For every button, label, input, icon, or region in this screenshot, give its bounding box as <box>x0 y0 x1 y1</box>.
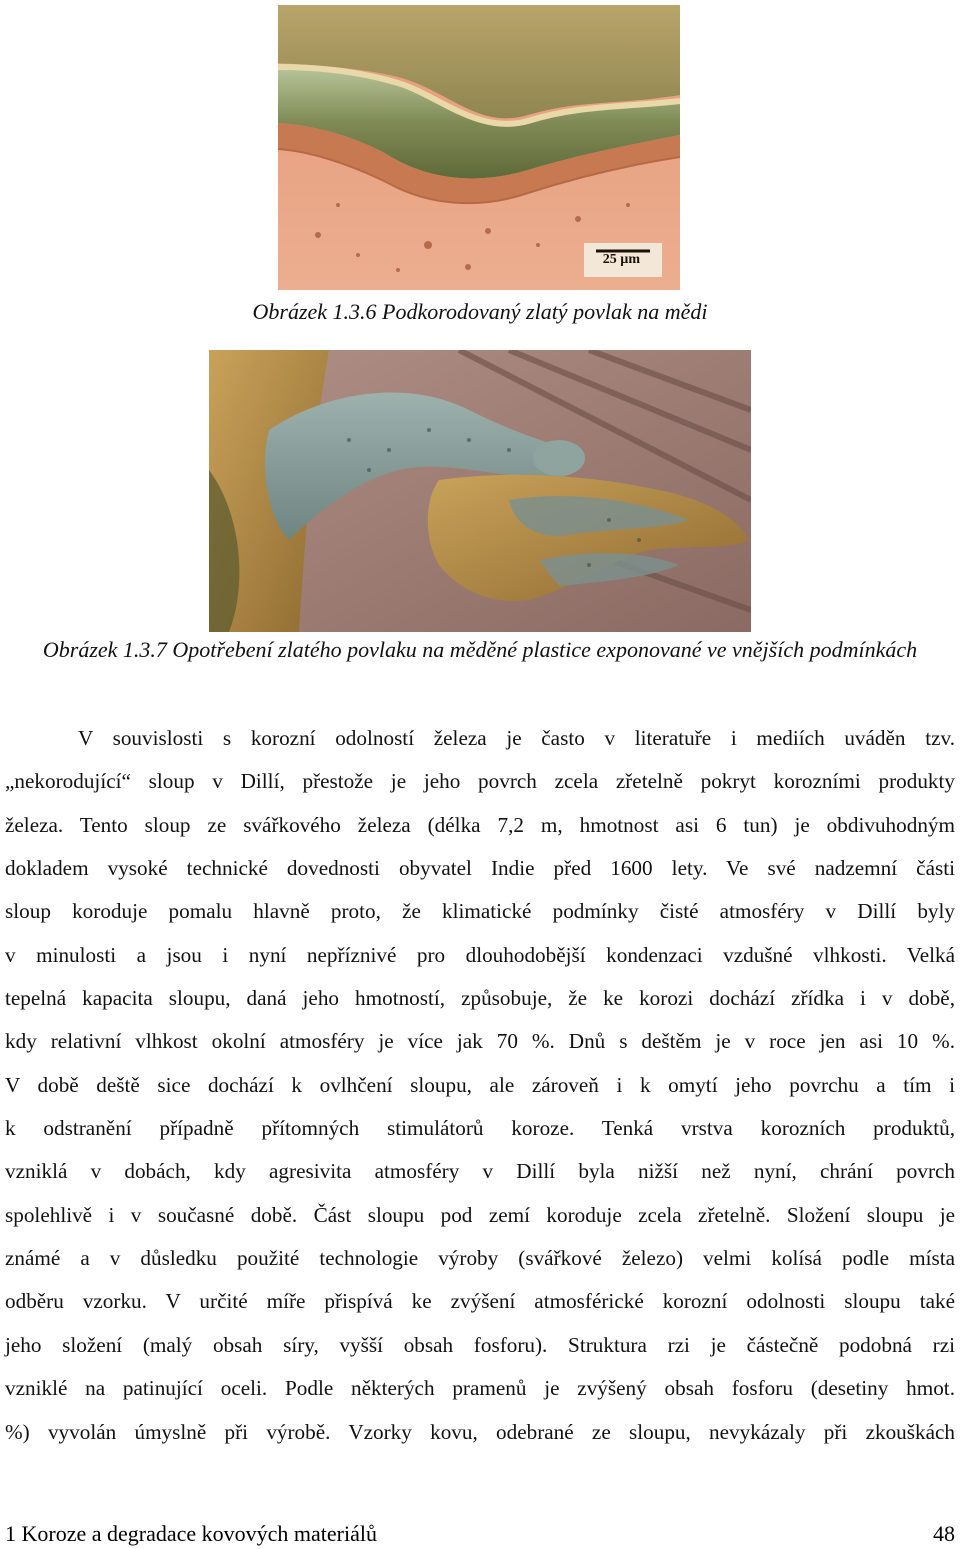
paragraph-line: tepelná kapacita sloupu, daná jeho hmotností, způsobuje, že ke korozi dochází zřídka i v době, <box>5 986 955 1011</box>
paragraph-line: dokladem vysoké technické dovednosti obyvatel Indie před 1600 lety. Ve své nadzemní části <box>5 856 955 881</box>
paragraph-line: v minulosti a jsou i nyní nepříznivé pro dlouhodobější kondenzaci vzdušné vlhkosti. Velká <box>5 942 955 967</box>
page-number: 48 <box>933 1521 955 1546</box>
paragraph-line: %) vyvolán úmyslně při výrobě. Vzorky kovu, odebrané ze sloupu, nevykázaly při zkouškách <box>5 1419 955 1444</box>
paragraph-line: V době deště sice dochází k ovlhčení sloupu, ale zároveň i k omytí jeho povrchu a tím i <box>5 1072 955 1097</box>
figure-caption-1: Obrázek 1.3.6 Podkorodovaný zlatý povlak na mědi <box>252 299 708 324</box>
paragraph-line: „nekorodující“ sloup v Dillí, přestože je jeho povrch zcela zřetelně pokryt korozními produkty <box>5 769 955 794</box>
footer-chapter-title: 1 Koroze a degradace kovových materiálů <box>5 1521 377 1546</box>
paragraph-line: vzniklé na patinující oceli. Podle některých pramenů je zvýšený obsah fosforu (desetiny hmot. <box>5 1376 955 1401</box>
body-paragraph <box>5 717 955 1454</box>
paragraph-line: odběru vzorku. V určité míře přispívá ke zvýšení atmosférické korozní odolnosti sloupu také <box>5 1289 955 1314</box>
paragraph-line: kdy relativní vlhkost okolní atmosféry je více jak 70 %. Dnů s deštěm je v roce jen asi 10 %. <box>5 1029 955 1054</box>
micrograph-image <box>278 5 680 290</box>
paragraph-line: vzniklá v dobách, kdy agresivita atmosféry v Dillí byla nižší než nyní, chrání povrch <box>5 1159 955 1184</box>
figure-caption-2: Obrázek 1.3.7 Opotřebení zlatého povlaku na měděné plastice exponované ve vnějších podmínkách <box>42 637 918 662</box>
paragraph-line: jeho složení (malý obsah síry, vyšší obsah fosforu). Struktura rzi je částečně podobná rzi <box>5 1332 955 1357</box>
paragraph-line: k odstranění případně přítomných stimulátorů koroze. Tenká vrstva korozních produktů, <box>5 1116 955 1141</box>
paragraph-line: V souvislosti s korozní odolností železa je často v literatuře i mediích uváděn tzv. <box>78 726 955 750</box>
micrograph-graphic <box>278 5 680 290</box>
paragraph-line: spolehlivě i v současné době. Část sloupu pod zemí koroduje zcela zřetelně. Složení sloupu je <box>5 1202 955 1227</box>
paragraph-line: známé a v důsledku použité technologie výroby (svářkové železo) velmi kolísá podle místa <box>5 1246 955 1271</box>
paragraph-line: sloup koroduje pomalu hlavně proto, že klimatické podmínky čisté atmosféry v Dillí byly <box>5 899 955 924</box>
statue-hand-graphic <box>209 350 751 632</box>
statue-photo <box>209 350 751 632</box>
scale-bar-label: 25 µm <box>602 252 640 267</box>
paragraph-line: železa. Tento sloup ze svářkového železa (délka 7,2 m, hmotnost asi 6 tun) je obdivuhodným <box>5 812 955 837</box>
